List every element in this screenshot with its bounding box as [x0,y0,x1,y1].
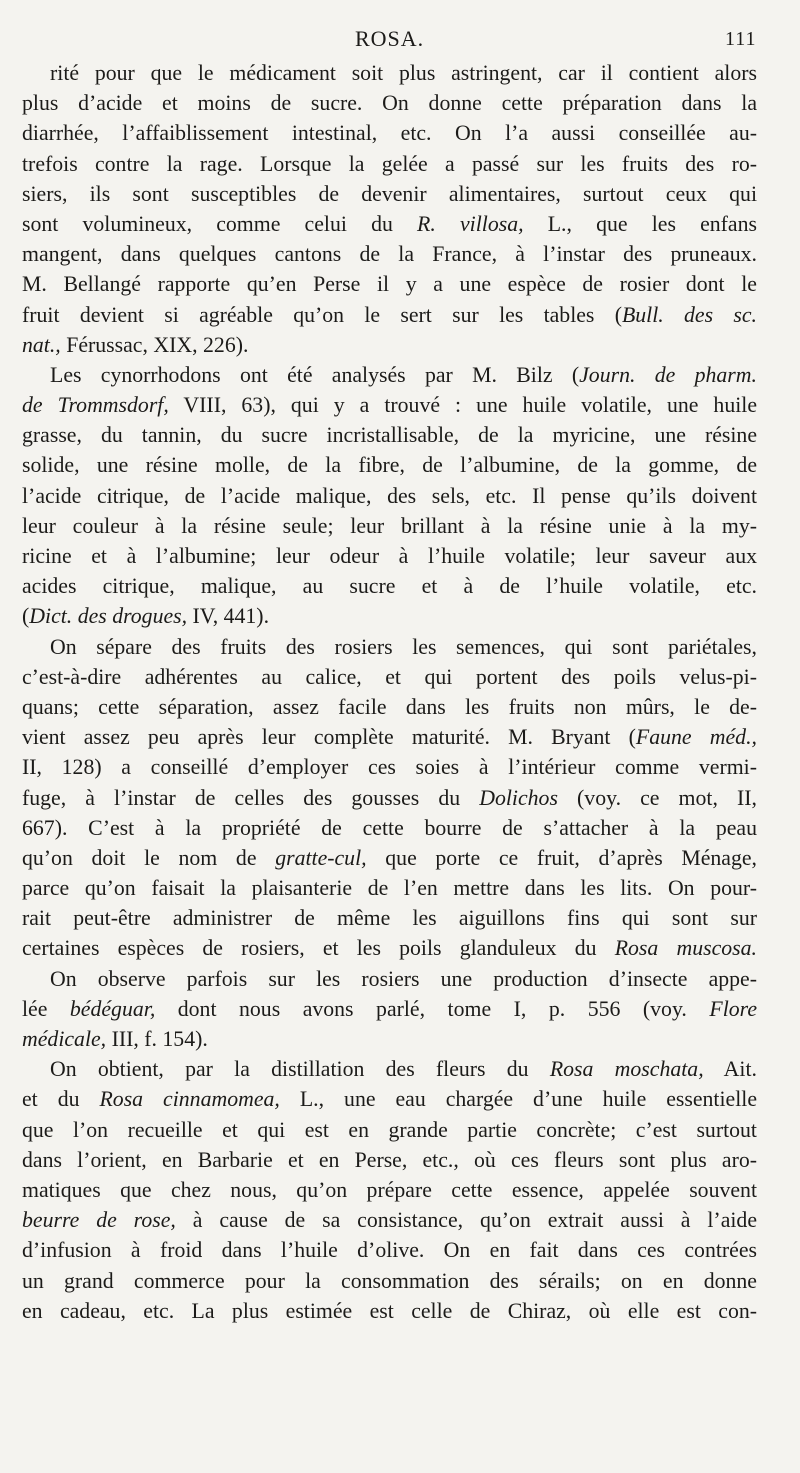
text-line [22,541,757,571]
text-line [22,1296,757,1326]
text-run: On sépare des fruits des rosiers les semences, qui sont pariétales, [50,634,757,659]
text-line [22,1024,757,1054]
italic-text: Dolichos [479,785,558,810]
text-run: On obtient, par la distillation des fleurs du [50,1057,550,1082]
text-line [22,632,757,662]
italic-text: Flore [709,996,757,1021]
text-line [22,903,757,933]
text-line [22,420,757,450]
text-line [22,179,757,209]
text-run: certaines espèces de rosiers, et les poils glanduleux du [22,936,615,961]
text-line [22,1145,757,1175]
text-run: (voy. ce mot, II, [557,785,757,810]
italic-text: Dict. des drogues, [29,604,188,629]
text-line [22,239,757,269]
text-line [22,722,757,752]
text-line [22,933,757,963]
text-line [22,783,757,813]
text-line [22,88,757,118]
text-line [22,209,757,239]
text-line [22,1115,757,1145]
italic-text: bédéguar, [69,996,156,1021]
text-run: matiques que chez nous, qu’on prépare cette essence, appelée souvent [22,1177,757,1202]
text-line [22,450,757,480]
text-line [22,692,757,722]
italic-text: Bull. des sc. [621,302,757,327]
text-line [22,843,757,873]
page-header [0,26,800,54]
text-run: trefois contre la rage. Lorsque la gelée a passé sur les fruits des ro- [22,151,757,176]
text-run: III, f. 154). [106,1027,208,1051]
text-run: solide, une résine molle, de la fibre, de l’albumine, de la gomme, de [22,453,757,478]
text-run: M. Bellangé rapporte qu’en Perse il y a une espèce de rosier dont le [22,272,757,297]
text-line [22,1205,757,1235]
text-run: 667). C’est à la propriété de cette bourre de s’attacher à la peau [22,815,757,840]
text-run: L., une eau chargée d’une huile essentielle [279,1087,757,1112]
text-run: dont nous avons parlé, tome I, p. 556 (voy. [155,996,710,1021]
text-line [22,360,757,390]
italic-text: de Trommsdorf, [22,393,169,418]
text-run: qu’on doit le nom de [22,845,276,870]
text-line [22,571,757,601]
italic-text: Rosa cinnamomea, [99,1087,280,1112]
text-run: d’infusion à froid dans l’huile d’olive. On en fait dans ces contrées [22,1238,757,1263]
text-run: Les cynorrhodons ont été analysés par M. Bilz ( [50,362,580,387]
text-run: rait peut-être administrer de même les aiguillons fins qui sont sur [22,906,757,931]
text-run: c’est-à-dire adhérentes au calice, et qui portent des poils velus-pi- [22,664,757,689]
text-run: ricine et à l’albumine; leur odeur à l’huile volatile; leur saveur aux [22,544,757,568]
text-line [22,330,757,360]
text-line [22,118,757,148]
text-run: VIII, 63), qui y a trouvé : une huile volatile, une huile [168,393,758,418]
text-line [22,1175,757,1205]
text-line [22,481,757,511]
text-run: ( [22,604,30,629]
text-run: en cadeau, etc. La plus estimée est celle de Chiraz, où elle est con- [22,1298,757,1323]
text-run: rité pour que le médicament soit plus astringent, car il contient alors [50,61,757,85]
body-text [22,58,757,1326]
italic-text: R. villosa, [417,211,524,236]
italic-text: Rosa muscosa. [614,936,757,961]
text-run: fuge, à l’instar de celles des gousses du [22,785,480,810]
page-number: 111 [725,28,757,50]
text-run: dans l’orient, en Barbarie et en Perse, etc., où ces fleurs sont plus aro- [22,1147,757,1172]
text-run: leur couleur à la résine seule; leur brillant à la résine unie à la my- [22,513,757,538]
text-run: que l’on recueille et qui est en grande partie concrète; c’est surtout [22,1117,757,1142]
text-line [22,1084,757,1114]
text-run: plus d’acide et moins de sucre. On donne cette préparation dans la [22,91,757,116]
text-line [22,58,757,88]
text-line [22,601,757,631]
text-run: siers, ils sont susceptibles de devenir alimentaires, surtout ceux qui [22,181,757,206]
italic-text: Rosa moschata, [549,1057,704,1082]
text-run: quans; cette séparation, assez facile dans les fruits non mûrs, le de- [22,694,757,719]
italic-text: beurre de rose, [22,1208,176,1233]
text-run: mangent, dans quelques cantons de la France, à l’instar des pruneaux. [22,242,757,267]
italic-text: Faune méd., [635,725,757,750]
italic-text: médicale, [22,1027,107,1051]
text-line [22,390,757,420]
text-line [22,964,757,994]
text-run: L., que les enfans [523,211,757,236]
text-run: fruit devient si agréable qu’on le sert sur les tables ( [22,302,622,327]
text-line [22,994,757,1024]
text-run: Férussac, XIX, 226). [60,332,249,357]
text-line [22,662,757,692]
italic-text: Journ. de pharm. [579,362,757,387]
text-line [22,149,757,179]
text-run: sont volumineux, comme celui du [22,211,418,236]
text-run: que porte ce fruit, d’après Ménage, [366,845,758,870]
text-line [22,873,757,903]
text-run: vient assez peu après leur complète maturité. M. Bryant ( [22,725,636,750]
text-line [22,511,757,541]
text-run: parce qu’on faisait la plaisanterie de l’en mettre dans les lits. On pour- [22,876,757,901]
running-title: ROSA. [355,26,425,51]
text-run: l’acide citrique, de l’acide malique, des sels, etc. Il pense qu’ils doivent [22,483,757,508]
text-line [22,752,757,782]
italic-text: nat., [22,332,61,357]
text-run: un grand commerce pour la consommation des sérails; on en donne [22,1268,757,1293]
text-run: On observe parfois sur les rosiers une production d’insecte appe- [50,966,757,991]
text-run: et du [22,1087,100,1112]
text-line [22,269,757,299]
text-line [22,1235,757,1265]
text-run: acides citrique, malique, au sucre et à de l’huile volatile, etc. [22,574,757,599]
text-run: grasse, du tannin, du sucre incristallisable, de la myricine, une résine [22,423,757,448]
text-run: à cause de sa consistance, qu’on extrait aussi à l’aide [175,1208,757,1233]
text-run: IV, 441). [187,604,270,629]
text-run: II, 128) a conseillé d’employer ces soies à l’intérieur comme vermi- [22,755,757,780]
text-run: diarrhée, l’affaiblissement intestinal, etc. On l’a aussi conseillée au- [22,121,757,146]
text-line [22,1054,757,1084]
text-line [22,1266,757,1296]
text-line [22,813,757,843]
italic-text: gratte-cul, [275,845,367,870]
text-line [22,300,757,330]
text-run: Ait. [703,1057,757,1082]
text-run: lée [22,996,70,1021]
